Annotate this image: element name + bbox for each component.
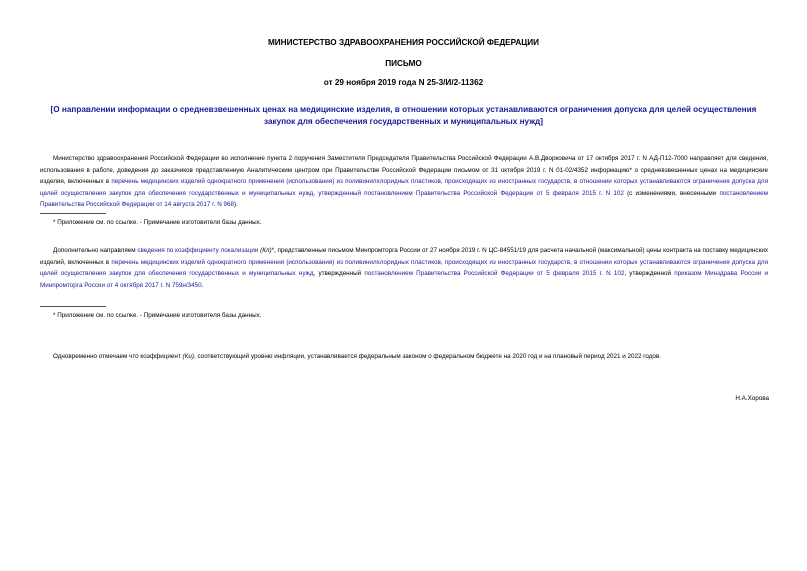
paragraph-1-text-c: ). bbox=[234, 201, 238, 208]
link-perechen-102[interactable]: перечень медицинских изделий однократного применения (использования) из поливинилхлоридных пластиков, происходящих из иностранных государств, в отношении которых устанавливаются ограничения допуска для целей осуществления закупок для обеспечения государственных и муниципальных нужд, утвержденный постановлением Правительства Российской Федерации от 5 февраля 2015 г. N 102 bbox=[40, 178, 768, 197]
paragraph-1-text-a: Министерство здравоохранения Российской Федерации во исполнение пункта 2 поручения Заместителя Председателя Правительства Российской Федерации А.В.Дворковича от 17 октября 2017 г. N АД-П12-7000 направляет для сведения, использования в работе, доведения до заказчиков представленную Аналитическим центром при Правительстве Российской Федерации письмом от 31 октября 2019 г. N 01-02/4352 информацию* о средневзвешенных ценах на медицинские изделия, включенных в bbox=[40, 155, 768, 185]
paragraph-3-text-b: , соответствующий уровню инфляции, устанавливается федеральным законом о федеральном бюджете на 2020 год и на плановый период 2021 и 2022 годов. bbox=[193, 353, 662, 360]
footnote-1: * Приложение см. по ссылке. - Примечание изготовителя базы данных. bbox=[53, 219, 262, 226]
link-localization-coefficient[interactable]: сведения по коэффициенту локализации bbox=[137, 247, 259, 254]
document-subject-link[interactable]: [О направлении информации о средневзвешенных ценах на медицинские изделия, в отношении которых устанавливаются ограничения допуска для целей осуществления закупок для обеспечения государственных и муниципальных нужд] bbox=[50, 105, 757, 126]
ministry-title: МИНИСТЕРСТВО ЗДРАВООХРАНЕНИЯ РОССИЙСКОЙ ФЕДЕРАЦИИ bbox=[267, 38, 540, 47]
link-perechen-pvc[interactable]: перечень медицинских изделий однократного применения (использования) из поливинилхлоридных пластиков, происходящих из иностранных государств, в отношении которых устанавливаются ограничения допуска для целей осуществления закупок для обеспечения государственных и муниципальных нужд bbox=[40, 258, 768, 277]
footnote-2: * Приложение см. по ссылке. - Примечание изготовителя базы данных. bbox=[53, 312, 262, 319]
paragraph-2-text-c: , утвержденный bbox=[313, 270, 365, 277]
link-prikaz-759n[interactable]: приказом Минздрава России и Минпромторга России от 4 октября 2017 г. N 759н/3450 bbox=[40, 270, 768, 289]
paragraph-2-text-d: , утвержденной bbox=[624, 270, 675, 277]
paragraph-2 bbox=[40, 245, 768, 291]
footnote-separator bbox=[40, 306, 106, 307]
signature: Н.А.Хорова bbox=[735, 395, 769, 402]
paragraph-3-text-a: Одновременно отмечаем что коэффициент bbox=[53, 353, 183, 360]
paragraph-2-text-e: . bbox=[201, 281, 204, 289]
document-type: ПИСЬМО bbox=[385, 59, 422, 68]
paragraph-1 bbox=[40, 153, 768, 211]
link-postanovlenie-968[interactable]: постановлением Правительства Российской Федерации от 14 августа 2017 г. N 968 bbox=[40, 189, 769, 208]
document-date-number: от 29 ноября 2019 года N 25-3/И/2-11362 bbox=[323, 78, 484, 87]
paragraph-3 bbox=[40, 351, 768, 363]
coefficient-kl: (Кл) bbox=[260, 247, 272, 254]
coefficient-ki: (Ки) bbox=[182, 353, 194, 360]
link-postanovlenie-102[interactable]: постановлением Правительства Российской Федерации от 5 февраля 2015 г. N 102 bbox=[364, 270, 625, 277]
paragraph-2-text-b: *, представленные письмом Минпромторга России от 27 ноября 2019 г. N ЦС-84551/19 для расчета начальной (максимальной) цены контракта на поставку медицинских изделий, включенных в bbox=[40, 247, 768, 266]
footnote-separator bbox=[40, 213, 106, 214]
paragraph-2-text-a: Дополнительно направляем bbox=[53, 247, 138, 254]
paragraph-1-text-b: (с изменениями, внесенными bbox=[623, 189, 720, 197]
